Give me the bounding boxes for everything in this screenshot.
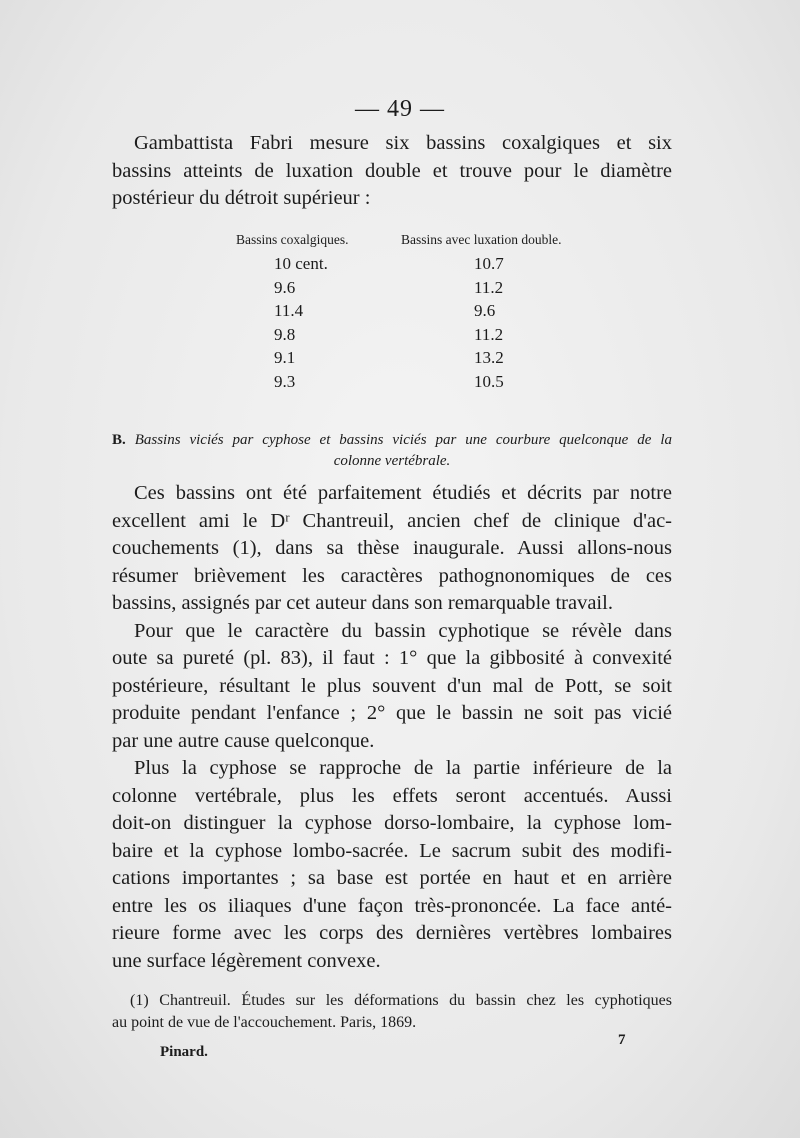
text-line: produite pendant l'enfance ; 2° que le bassin ne soit pas vicié [112, 702, 672, 724]
cell-coxalgic: 9.1 [274, 348, 296, 367]
cell-luxation: 13.2 [474, 348, 504, 367]
cell-coxalgic: 10 cent. [274, 254, 328, 273]
text-line: entre les os iliaques d'une façon très-prononcée. La face anté- [112, 894, 672, 917]
footnote [112, 990, 672, 1034]
text-line: rieure forme avec les corps des dernières vertèbres lombaires [112, 922, 672, 944]
cell-luxation: 9.6 [474, 301, 496, 320]
table-row [236, 299, 596, 323]
signature-number: 7 [618, 1032, 626, 1048]
text-line: résumer brièvement les caractères pathognonomiques de ces [112, 564, 672, 587]
cell-luxation: 11.2 [474, 324, 504, 344]
text-line: par une autre cause quelconque. [112, 729, 375, 752]
intro-paragraph [112, 130, 672, 213]
cell-coxalgic: 9.8 [274, 324, 296, 344]
text-line: Plus la cyphose se rapproche de la partie inférieure de la [134, 757, 672, 779]
section-letter: B. [112, 432, 126, 448]
table-row [236, 323, 596, 347]
printer-signature: Pinard. [160, 1044, 208, 1060]
table-row [236, 370, 596, 394]
section-b-heading [112, 430, 672, 472]
footnote-line: (1) Chantreuil. Études sur les déformations du bassin chez les cyphotiques [130, 992, 672, 1009]
section-b-line [112, 430, 672, 451]
table-header [236, 232, 596, 248]
header-coxalgic: Bassins coxalgiques. [236, 232, 349, 247]
table-row [236, 346, 596, 370]
text-line: Ces bassins ont été parfaitement étudiés et décrits par notre [134, 482, 672, 504]
intro-line: bassins atteints de luxation double et trouve pour le diamètre [112, 159, 672, 182]
table-row [236, 252, 596, 276]
text-line: une surface légèrement convexe. [112, 949, 381, 972]
text-line: cations importantes ; sa base est portée en haut et en arrière [112, 867, 672, 889]
section-b-title-cont: colonne vertébrale. [333, 453, 451, 469]
text-line: excellent ami le Dʳ Chantreuil, ancien chef de clinique d'ac- [112, 509, 672, 532]
paragraph [112, 618, 672, 756]
cell-coxalgic: 9.3 [274, 371, 296, 391]
header-luxation: Bassins avec luxation double. [401, 232, 562, 247]
text-line: bassins, assignés par cet auteur dans son remarquable travail. [112, 592, 613, 614]
text-line: colonne vertébrale, plus les effets seront accentués. Aussi [112, 784, 672, 807]
text-line: postérieure, résultant le plus souvent d'un mal de Pott, se soit [112, 674, 672, 697]
footnote-line: au point de vue de l'accouchement. Paris, 1869. [112, 1014, 417, 1031]
text-line: oute sa pureté (pl. 83), il faut : 1° que la gibbosité à convexité [112, 647, 672, 669]
text-line: couchements (1), dans sa thèse inaugurale. Aussi allons-nous [112, 537, 672, 559]
cell-luxation: 11.2 [474, 277, 504, 297]
cell-luxation: 10.5 [474, 371, 504, 391]
page-number: — 49 — [355, 96, 445, 122]
cell-luxation: 10.7 [474, 254, 504, 273]
intro-line: Gambattista Fabri mesure six bassins coxalgiques et six [134, 132, 672, 154]
cell-coxalgic: 9.6 [274, 277, 296, 297]
cell-coxalgic: 11.4 [274, 301, 304, 320]
table-row [236, 276, 596, 300]
paragraph [112, 480, 672, 618]
text-line: baire et la cyphose lombo-sacrée. Le sacrum subit des modifi- [112, 839, 672, 862]
main-text [112, 480, 672, 975]
text-line: doit-on distinguer la cyphose dorso-lombaire, la cyphose lom- [112, 812, 672, 834]
intro-line: postérieur du détroit supérieur : [112, 187, 371, 209]
measurement-table [236, 232, 596, 393]
section-b-title: Bassins viciés par cyphose et bassins viciés par une courbure quelconque de la [134, 432, 673, 448]
text-line: Pour que le caractère du bassin cyphotique se révèle dans [134, 619, 672, 642]
paragraph [112, 755, 672, 975]
